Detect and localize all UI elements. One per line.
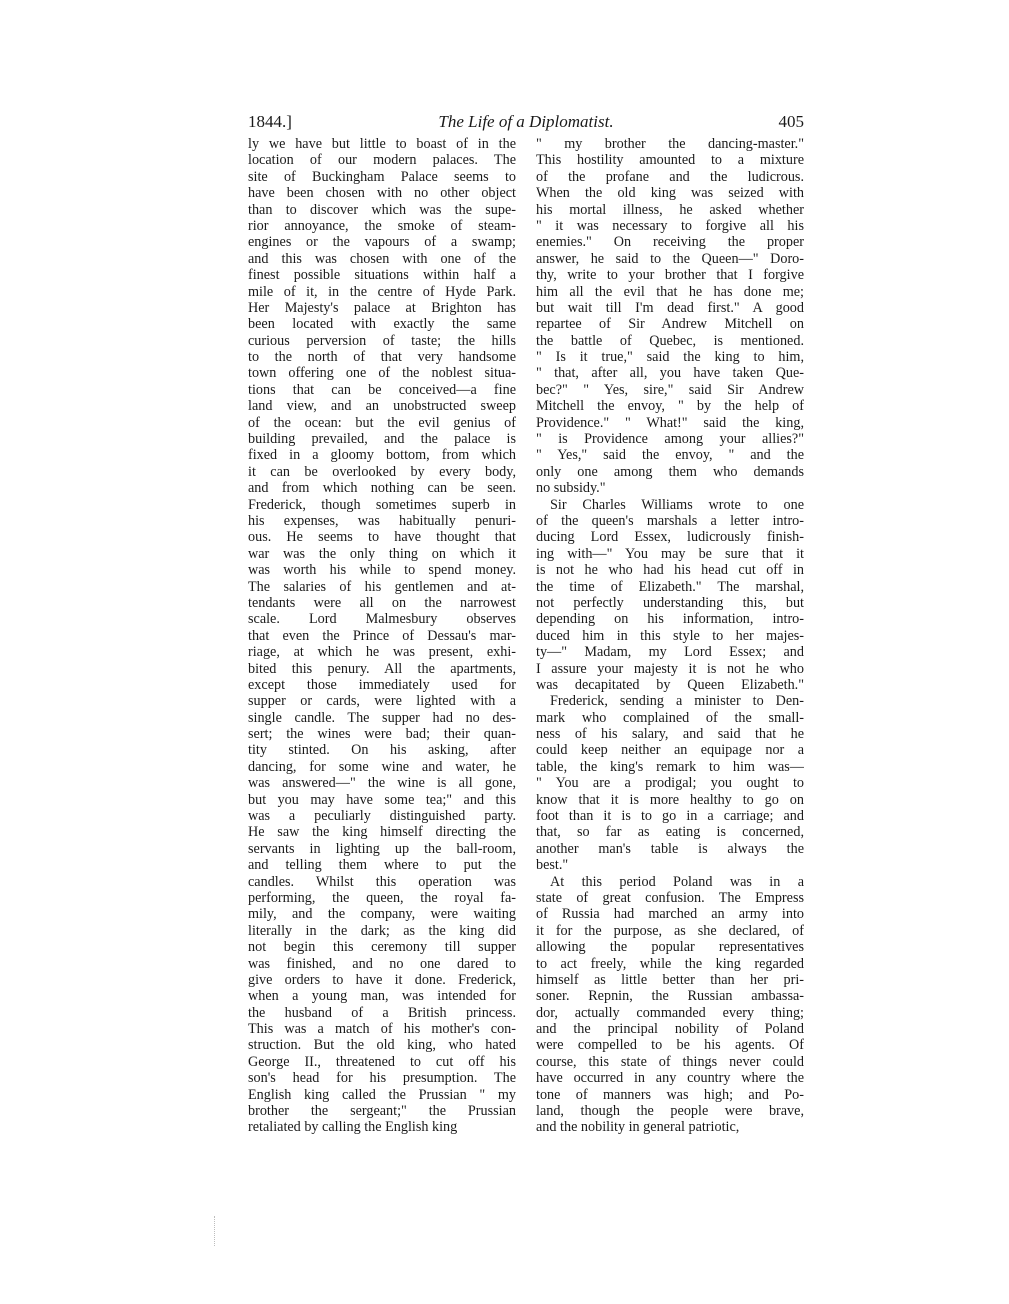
- text-line: " is Providence among your allies?": [536, 431, 804, 448]
- text-line: when a young man, was intended for: [248, 988, 516, 1005]
- text-line: George II., threatened to cut off his: [248, 1053, 516, 1070]
- text-line: mily, and the company, were waiting: [248, 906, 516, 923]
- text-line: bec?" " Yes, sire," said Sir Andrew: [536, 381, 804, 398]
- text-line: could keep neither an equipage nor a: [536, 742, 804, 759]
- text-line: was worth his while to spend money.: [248, 562, 516, 579]
- text-line: Sir Charles Williams wrote to one: [550, 496, 804, 513]
- text-line: performing, the queen, the royal fa-: [248, 889, 516, 906]
- text-line: bited this penury. All the apartments,: [248, 660, 516, 677]
- text-line: Her Majesty's palace at Brighton has: [248, 299, 516, 316]
- text-line: to act freely, while the king regarded: [536, 955, 804, 972]
- text-line: The salaries of his gentlemen and at-: [248, 578, 516, 595]
- text-line: not begin this ceremony till supper: [248, 939, 516, 956]
- text-line: been located with exactly the same: [248, 316, 516, 333]
- text-line: the battle of Quebec, is mentioned.: [536, 332, 804, 349]
- text-line: " that, after all, you have taken Que-: [536, 365, 804, 382]
- text-line: duced him in this style to her majes-: [536, 627, 804, 644]
- text-line: Frederick, sending a minister to Den-: [550, 693, 804, 710]
- text-line: tity stinted. On his asking, after: [248, 742, 516, 759]
- left-text-column: [248, 136, 516, 1136]
- text-line: have been chosen with no other object: [248, 185, 516, 202]
- text-line: the time of Elizabeth." The marshal,: [536, 578, 804, 595]
- text-line: brother the sergeant;" the Prussian: [248, 1103, 516, 1120]
- text-line: I assure your majesty it is not he who: [536, 660, 804, 677]
- text-line: riage, at which he was present, exhi-: [248, 644, 516, 661]
- text-line: to the north of that very handsome: [248, 349, 516, 366]
- text-line: finest possible situations within half a: [248, 267, 516, 284]
- text-line: Frederick, though sometimes superb in: [248, 496, 516, 513]
- text-line: thy, write to your brother that I forgive: [536, 267, 804, 284]
- text-line: site of Buckingham Palace seems to: [248, 168, 516, 185]
- text-line: scale. Lord Malmesbury observes: [248, 611, 516, 628]
- text-line: " Yes," said the envoy, " and the: [536, 447, 804, 464]
- text-line: soner. Repnin, the Russian ambassa-: [536, 988, 804, 1005]
- page-number: 405: [778, 112, 804, 131]
- text-line: allowing the popular representatives: [536, 939, 804, 956]
- text-line: English king called the Prussian " my: [248, 1086, 516, 1103]
- text-line: supper or cards, were lighted with a: [248, 693, 516, 710]
- text-line: table, the king's remark to him was—: [536, 758, 804, 775]
- text-line: and this was chosen with one of the: [248, 250, 516, 267]
- text-line: fixed in a gloomy bottom, from which: [248, 447, 516, 464]
- text-line: of the queen's marshals a letter intro-: [536, 512, 804, 529]
- text-line: This was a match of his mother's con-: [248, 1021, 516, 1038]
- text-line: war was the only thing on which it: [248, 545, 516, 562]
- text-line: ty—" Madam, my Lord Essex; and: [536, 644, 804, 661]
- text-line: This hostility amounted to a mixture: [536, 152, 804, 169]
- text-line: that, so far as eating is concerned,: [536, 824, 804, 841]
- text-line: ducing Lord Essex, ludicrously finish-: [536, 529, 804, 546]
- text-line: ous. He seems to have thought that: [248, 529, 516, 546]
- text-line: land, though the people were brave,: [536, 1103, 804, 1120]
- text-line: enemies." On receiving the proper: [536, 234, 804, 251]
- text-line: know that it is more healthy to go on: [536, 791, 804, 808]
- text-line: were compelled to be his agents. Of: [536, 1037, 804, 1054]
- text-line: literally in the dark; as the king did: [248, 922, 516, 939]
- text-line: retaliated by calling the English king: [248, 1119, 458, 1136]
- text-line: " You are a prodigal; you ought to: [536, 775, 804, 792]
- text-line: give orders to have it done. Frederick,: [248, 971, 516, 988]
- text-line: servants in lighting up the ball-room,: [248, 840, 516, 857]
- text-line: mark who complained of the small-: [536, 709, 804, 726]
- text-line: engines or the vapours of a swamp;: [248, 234, 516, 251]
- text-line: and from which nothing can be seen.: [248, 480, 516, 497]
- text-line: was decapitated by Queen Elizabeth.": [536, 676, 804, 693]
- text-line: son's head for his presumption. The: [248, 1070, 516, 1087]
- text-line: is not he who had his head cut off in: [536, 562, 804, 579]
- text-line: ing with—" You may be sure that it: [536, 545, 804, 562]
- text-line: foot than it is to go in a carriage; and: [536, 808, 804, 825]
- text-line: was a peculiarly distinguished party.: [248, 808, 516, 825]
- text-line: best.": [536, 857, 569, 874]
- text-line: tions that can be conceived—a fine: [248, 381, 516, 398]
- text-line: him all the evil that he has done me;: [536, 283, 804, 300]
- text-line: no subsidy.": [536, 480, 606, 497]
- text-line: himself as little better than her pri-: [536, 971, 804, 988]
- text-line: location of our modern palaces. The: [248, 152, 516, 169]
- text-line: his mortal illness, he asked whether: [536, 201, 804, 218]
- text-line: depending on his information, intro-: [536, 611, 804, 628]
- text-line: candles. Whilst this operation was: [248, 873, 516, 890]
- text-line: of Russia had marched an army into: [536, 906, 804, 923]
- text-line: dancing, for some wine and water, he: [248, 758, 516, 775]
- text-line: have occurred in any country where the: [536, 1070, 804, 1087]
- text-line: town offering one of the noblest situa-: [248, 365, 516, 382]
- text-line: state of great confusion. The Empress: [536, 889, 804, 906]
- text-line: answer, he said to the Queen—" Doro-: [536, 250, 804, 267]
- header-year: 1844.]: [248, 112, 292, 131]
- text-line: not perfectly understanding this, but: [536, 594, 804, 611]
- text-line: his expenses, was habitually penuri-: [248, 512, 516, 529]
- text-line: of the ocean: but the evil genius of: [248, 414, 516, 431]
- text-line: ly we have but little to boast of in the: [248, 136, 516, 152]
- text-line: He saw the king himself directing the: [248, 824, 516, 841]
- text-line: it for the purpose, as she declared, of: [536, 922, 804, 939]
- text-line: land view, and an unobstructed sweep: [248, 398, 516, 415]
- text-line: of the profane and the ludicrous.: [536, 168, 804, 185]
- text-line: the husband of a British princess.: [248, 1004, 516, 1021]
- text-line: tendants were all on the narrowest: [248, 594, 516, 611]
- text-line: another man's table is always the: [536, 840, 804, 857]
- text-line: it can be overlooked by every body,: [248, 463, 516, 480]
- text-line: but wait till I'm dead first." A good: [536, 299, 804, 316]
- text-line: rior annoyance, the smoke of steam-: [248, 217, 516, 234]
- text-line: " Is it true," said the king to him,: [536, 349, 804, 366]
- scan-margin-mark: [214, 1216, 217, 1246]
- text-line: repartee of Sir Andrew Mitchell on: [536, 316, 804, 333]
- text-line: except those immediately used for: [248, 676, 516, 693]
- text-line: was answered—" the wine is all gone,: [248, 775, 516, 792]
- text-line: and telling them where to put the: [248, 857, 516, 874]
- text-line: " my brother the dancing-master.": [536, 136, 804, 152]
- text-line: dor, actually commanded every thing;: [536, 1004, 804, 1021]
- text-line: single candle. The supper had no des-: [248, 709, 516, 726]
- text-line: Mitchell the envoy, " by the help of: [536, 398, 804, 415]
- text-line: building prevailed, and the palace is: [248, 431, 516, 448]
- text-line: At this period Poland was in a: [550, 873, 804, 890]
- text-line: ness of his salary, and said that he: [536, 726, 804, 743]
- text-line: struction. But the old king, who hated: [248, 1037, 516, 1054]
- running-header: [248, 112, 804, 136]
- text-line: curious perversion of taste; the hills: [248, 332, 516, 349]
- text-line: Providence." " What!" said the king,: [536, 414, 804, 431]
- header-title: The Life of a Diplomatist.: [438, 112, 614, 131]
- text-line: and the nobility in general patriotic,: [536, 1119, 740, 1136]
- text-line: mile of it, in the centre of Hyde Park.: [248, 283, 516, 300]
- text-line: course, this state of things never could: [536, 1053, 804, 1070]
- text-line: was finished, and no one dared to: [248, 955, 516, 972]
- text-line: sert; the wines were bad; their quan-: [248, 726, 516, 743]
- text-line: " it was necessary to forgive all his: [536, 217, 804, 234]
- text-line: tone of manners was high; and Po-: [536, 1086, 804, 1103]
- right-text-column: [536, 136, 804, 1136]
- text-line: but you may have some tea;" and this: [248, 791, 516, 808]
- text-line: only one among them who demands: [536, 463, 804, 480]
- text-line: and the principal nobility of Poland: [536, 1021, 804, 1038]
- text-line: than to discover which was the supe-: [248, 201, 516, 218]
- text-line: that even the Prince of Dessau's mar-: [248, 627, 516, 644]
- text-line: When the old king was seized with: [536, 185, 804, 202]
